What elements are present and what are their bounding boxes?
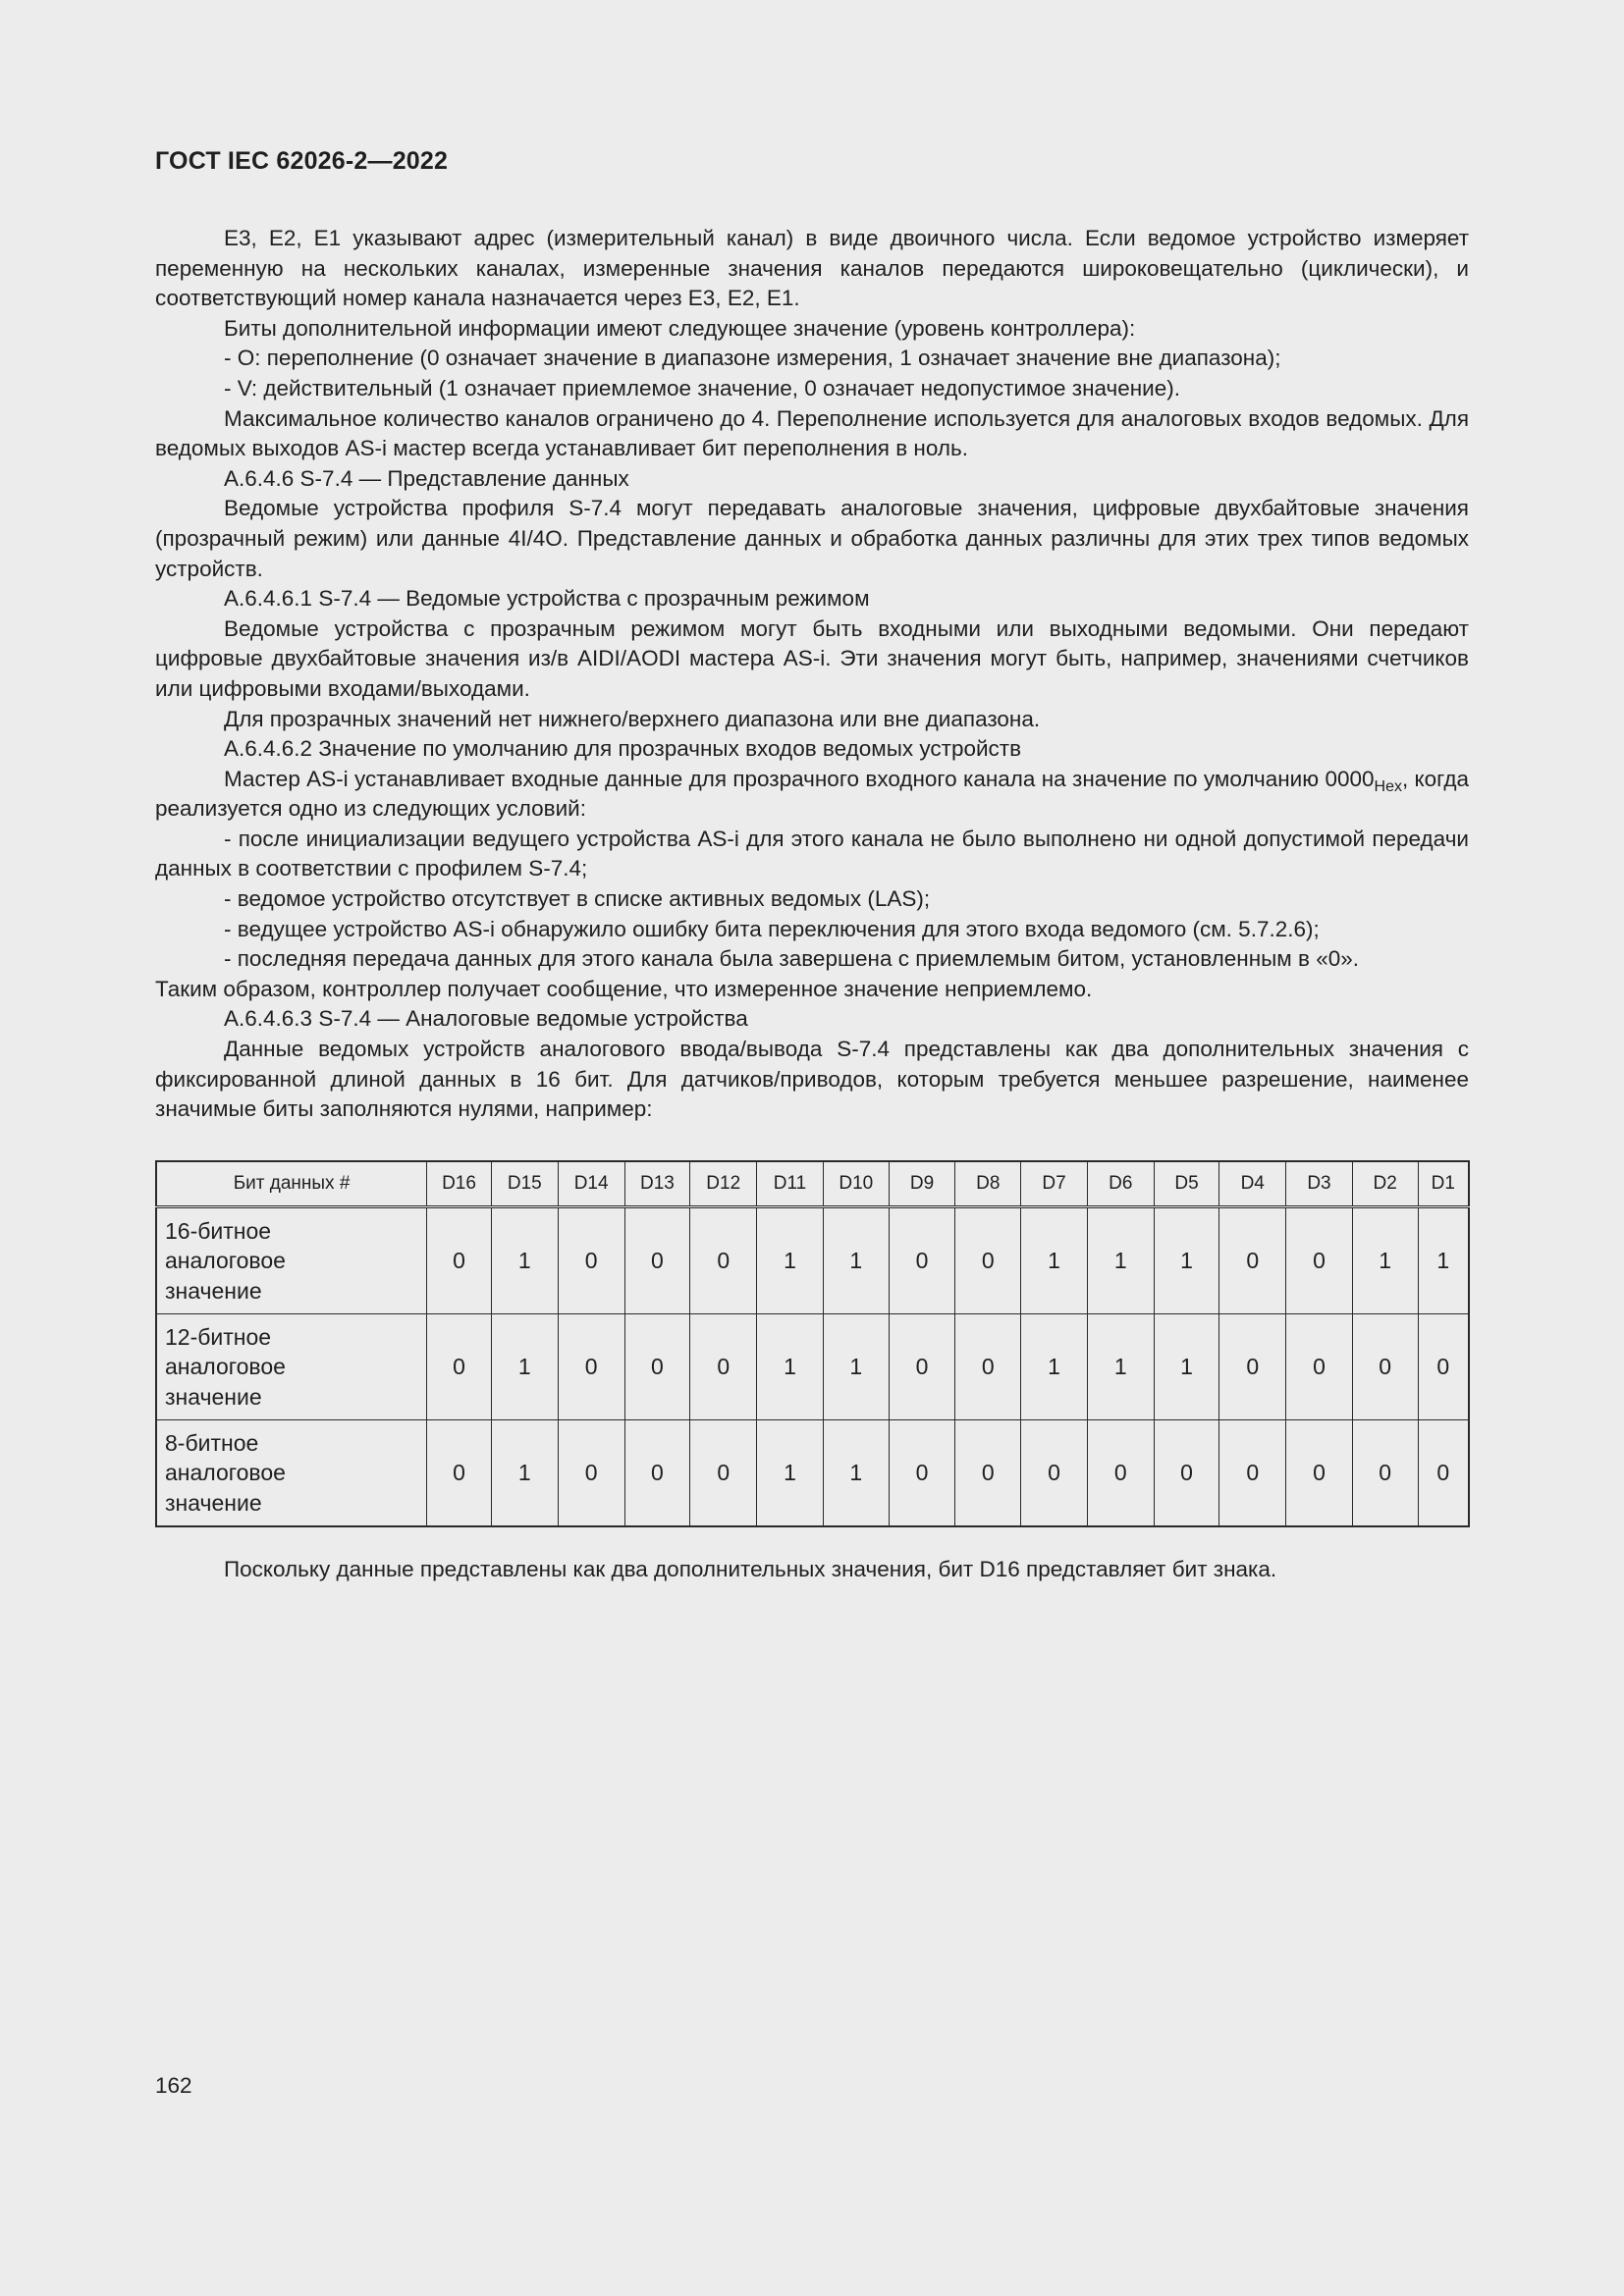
- bit-cell: 0: [1219, 1420, 1286, 1527]
- bit-cell: 0: [690, 1314, 757, 1420]
- body-text: [155, 224, 1469, 1125]
- bit-cell: 1: [757, 1314, 824, 1420]
- bit-cell: 1: [1087, 1207, 1154, 1314]
- bit-cell: 1: [491, 1207, 558, 1314]
- bit-cell: 0: [624, 1207, 690, 1314]
- bit-cell: 1: [491, 1314, 558, 1420]
- table-header-cell: D15: [491, 1161, 558, 1207]
- bit-cell: 0: [889, 1420, 955, 1527]
- bit-cell: 0: [1418, 1314, 1469, 1420]
- list-item: - V: действительный (1 означает приемлемое значение, 0 означает недопустимое значение).: [224, 375, 1181, 400]
- bit-cell: 0: [1352, 1420, 1418, 1527]
- bit-cell: 0: [955, 1314, 1021, 1420]
- paragraph: Для прозрачных значений нет нижнего/верхнего диапазона или вне диапазона.: [224, 706, 1041, 731]
- row-label: 12-битное аналоговое значение: [156, 1314, 427, 1420]
- table-header-cell: D4: [1219, 1161, 1286, 1207]
- table-header-cell: D6: [1087, 1161, 1154, 1207]
- bit-cell: 0: [624, 1420, 690, 1527]
- bit-cell: 0: [427, 1314, 492, 1420]
- bit-cell: 1: [823, 1420, 889, 1527]
- paragraph: Ведомые устройства с прозрачным режимом могут быть входными или выходными ведомыми. Они передают цифровые двухбайтовые значения из/в AIDI/AODI мастера AS-i. Эти значения могут быть, например, значениями счетчиков или цифровыми входами/выходами.: [155, 615, 1469, 701]
- table-header-cell: D7: [1021, 1161, 1088, 1207]
- bit-cell: 0: [1286, 1314, 1353, 1420]
- bit-cell: 1: [823, 1314, 889, 1420]
- page-number: 162: [155, 2073, 192, 2098]
- bit-cell: 1: [1021, 1207, 1088, 1314]
- table-header-cell: D12: [690, 1161, 757, 1207]
- bit-cell: 0: [1087, 1420, 1154, 1527]
- bit-cell: 0: [889, 1314, 955, 1420]
- paragraph: Биты дополнительной информации имеют следующее значение (уровень контроллера):: [224, 315, 1136, 341]
- paragraph: Максимальное количество каналов ограничено до 4. Переполнение используется для аналоговых входов ведомых. Для ведомых выходов AS-i мастер всегда устанавливает бит переполнения в ноль.: [155, 405, 1469, 461]
- paragraph: [155, 765, 1469, 825]
- table-header-cell: D10: [823, 1161, 889, 1207]
- bit-cell: 1: [1154, 1207, 1219, 1314]
- text-run: Мастер AS-i устанавливает входные данные для прозрачного входного канала на значение по умолчанию 0000: [224, 766, 1375, 791]
- bit-cell: 0: [690, 1207, 757, 1314]
- table-header-row: [156, 1161, 1469, 1207]
- text-run: , когда реализуется одно из следующих условий:: [155, 766, 1470, 822]
- bit-cell: 0: [1219, 1314, 1286, 1420]
- table-header-cell: D11: [757, 1161, 824, 1207]
- bit-cell: 0: [1286, 1207, 1353, 1314]
- bit-cell: 0: [955, 1420, 1021, 1527]
- bit-cell: 1: [491, 1420, 558, 1527]
- table-row: [156, 1314, 1469, 1420]
- bit-cell: 0: [1418, 1420, 1469, 1527]
- table-header-cell: D16: [427, 1161, 492, 1207]
- bit-cell: 0: [889, 1207, 955, 1314]
- table-header-cell: D3: [1286, 1161, 1353, 1207]
- bit-cell: 0: [690, 1420, 757, 1527]
- paragraph: Данные ведомых устройств аналогового ввода/вывода S-7.4 представлены как два дополнительных значения с фиксированной длиной данных в 16 бит. Для датчиков/приводов, которым требуется меньшее разрешение, наименее значимые биты заполняются нулями, например:: [155, 1037, 1469, 1122]
- list-item: - ведомое устройство отсутствует в списке активных ведомых (LAS);: [224, 886, 931, 912]
- table-header-cell: D8: [955, 1161, 1021, 1207]
- bit-cell: 0: [1219, 1207, 1286, 1314]
- section-heading: А.6.4.6 S-7.4 — Представление данных: [224, 465, 629, 491]
- table-header-cell: D2: [1352, 1161, 1418, 1207]
- bit-table: [155, 1160, 1470, 1527]
- table-header-cell: D14: [558, 1161, 624, 1207]
- bit-cell: 1: [757, 1420, 824, 1527]
- bit-cell: 1: [1087, 1314, 1154, 1420]
- list-item: - последняя передача данных для этого канала была завершена с приемлемым битом, установленным в «0».: [224, 946, 1360, 972]
- paragraph: Поскольку данные представлены как два дополнительных значения, бит D16 представляет бит знака.: [224, 1557, 1277, 1581]
- bit-cell: 0: [1286, 1420, 1353, 1527]
- row-label: 8-битное аналоговое значение: [156, 1420, 427, 1527]
- bit-cell: 1: [823, 1207, 889, 1314]
- bit-cell: 1: [757, 1207, 824, 1314]
- paragraph: Таким образом, контроллер получает сообщение, что измеренное значение неприемлемо.: [155, 976, 1093, 1001]
- paragraph: E3, E2, E1 указывают адрес (измерительный канал) в виде двоичного числа. Если ведомое устройство измеряет переменную на нескольких каналах, измеренные значения каналов передаются широковещательно (циклически), и соответствующий номер канала назначается через E3, E2, E1.: [155, 226, 1469, 311]
- bit-cell: 0: [427, 1420, 492, 1527]
- list-item: - ведущее устройство AS-i обнаружило ошибку бита переключения для этого входа ведомого (см. 5.7.2.6);: [224, 916, 1320, 941]
- table-header-cell: Бит данных #: [156, 1161, 427, 1207]
- bit-cell: 0: [1154, 1420, 1219, 1527]
- section-heading: А.6.4.6.3 S-7.4 — Аналоговые ведомые устройства: [224, 1006, 748, 1032]
- bit-cell: 0: [1021, 1420, 1088, 1527]
- bit-cell: 1: [1352, 1207, 1418, 1314]
- subscript: Hex: [1374, 777, 1402, 795]
- bit-cell: 0: [558, 1207, 624, 1314]
- bit-cell: 0: [558, 1420, 624, 1527]
- bit-cell: 0: [1352, 1314, 1418, 1420]
- list-item: - после инициализации ведущего устройства AS-i для этого канала не было выполнено ни одной допустимой передачи данных в соответствии с профилем S-7.4;: [155, 826, 1469, 881]
- bit-cell: 0: [624, 1314, 690, 1420]
- table-header-cell: D1: [1418, 1161, 1469, 1207]
- document-header: ГОСТ IEC 62026-2—2022: [155, 147, 449, 175]
- section-heading: А.6.4.6.1 S-7.4 — Ведомые устройства с прозрачным режимом: [224, 586, 870, 612]
- bit-cell: 0: [558, 1314, 624, 1420]
- section-heading: А.6.4.6.2 Значение по умолчанию для прозрачных входов ведомых устройств: [224, 736, 1022, 762]
- table-header-cell: D9: [889, 1161, 955, 1207]
- table-header-cell: D5: [1154, 1161, 1219, 1207]
- table-header-cell: D13: [624, 1161, 690, 1207]
- bit-cell: 1: [1154, 1314, 1219, 1420]
- paragraph: Ведомые устройства профиля S-7.4 могут передавать аналоговые значения, цифровые двухбайтовые значения (прозрачный режим) или данные 4I/4O. Представление данных и обработка данных различны для этих трех типов ведомых устройств.: [155, 496, 1469, 581]
- row-label: 16-битное аналоговое значение: [156, 1207, 427, 1314]
- bit-cell: 1: [1021, 1314, 1088, 1420]
- bit-cell: 0: [427, 1207, 492, 1314]
- list-item: - O: переполнение (0 означает значение в диапазоне измерения, 1 означает значение вне диапазона);: [224, 346, 1281, 371]
- table-row: [156, 1420, 1469, 1527]
- bit-cell: 0: [955, 1207, 1021, 1314]
- table-row: [156, 1207, 1469, 1314]
- bit-cell: 1: [1418, 1207, 1469, 1314]
